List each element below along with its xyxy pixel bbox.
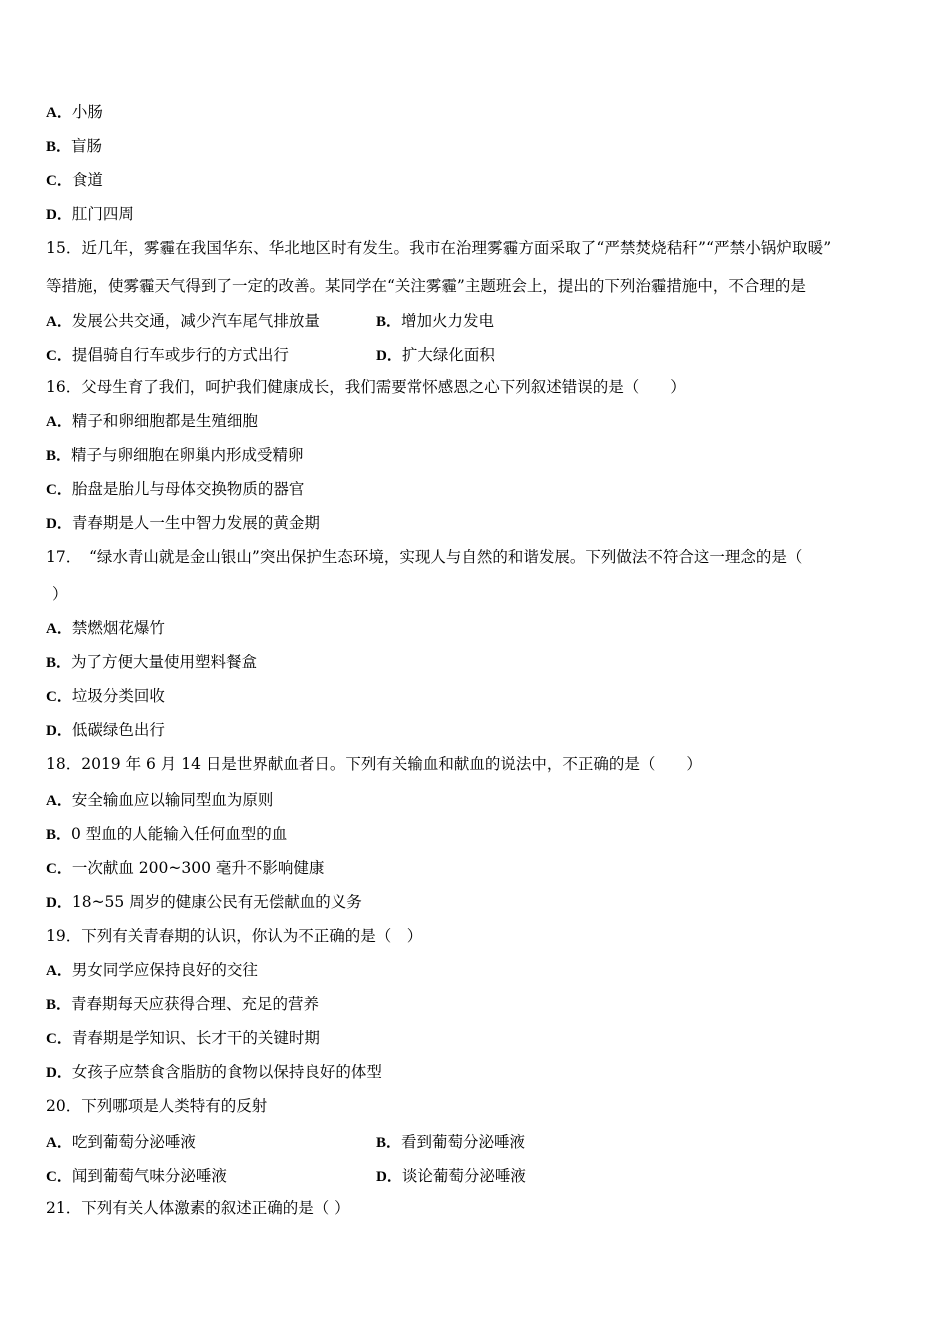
- q18-stem: 18．2019 年 6 月 14 日是世界献血者日。下列有关输血和献血的说法中，不正确的是（ ）: [46, 755, 702, 773]
- q19-stem: 19．下列有关青春期的认识，你认为不正确的是（ ）: [46, 927, 423, 945]
- q15-options-row2: [46, 343, 908, 363]
- q19-option-d: D．女孩子应禁食含脂肪的食物以保持良好的体型: [46, 1063, 382, 1081]
- q15-option-d: D．扩大绿化面积: [376, 346, 495, 364]
- q20-option-a: A．吃到葡萄分泌唾液: [46, 1133, 196, 1151]
- q16-option-c: C．胎盘是胎儿与母体交换物质的器官: [46, 480, 305, 498]
- q19-option-a: A．男女同学应保持良好的交往: [46, 961, 258, 979]
- q21-stem: 21．下列有关人体激素的叙述正确的是（ ）: [46, 1199, 350, 1217]
- q17-option-c: C．垃圾分类回收: [46, 687, 165, 705]
- q19-option-b: B．青春期每天应获得合理、充足的营养: [46, 995, 320, 1013]
- q15-option-b: B．增加火力发电: [376, 312, 495, 330]
- q20-option-d: D．谈论葡萄分泌唾液: [376, 1167, 526, 1185]
- q16-option-a: A．精子和卵细胞都是生殖细胞: [46, 412, 258, 430]
- q15-option-a: A．发展公共交通，减少汽车尾气排放量: [46, 312, 320, 330]
- q20-option-b: B．看到葡萄分泌唾液: [376, 1133, 526, 1151]
- q18-option-d: D．18~55 周岁的健康公民有无偿献血的义务: [46, 893, 362, 911]
- q20-stem: 20．下列哪项是人类特有的反射: [46, 1097, 268, 1115]
- q18-option-a: A．安全输血应以输同型血为原则: [46, 791, 274, 809]
- q14-option-a: A．小肠: [46, 103, 103, 121]
- q15-stem-line1: 15．近几年，雾霾在我国华东、华北地区时有发生。我市在治理雾霾方面采取了“严禁焚烧秸秆”“严禁小锅炉取暖”: [46, 239, 832, 257]
- q18-option-c: C．一次献血 200~300 毫升不影响健康: [46, 859, 325, 877]
- q14-option-c: C．食道: [46, 171, 103, 189]
- q16-option-d: D．青春期是人一生中智力发展的黄金期: [46, 514, 320, 532]
- q20-options-row1: [46, 1130, 908, 1150]
- q19-option-c: C．青春期是学知识、长才干的关键时期: [46, 1029, 320, 1047]
- q17-option-b: B．为了方便大量使用塑料餐盒: [46, 653, 258, 671]
- q15-options-row1: [46, 309, 908, 329]
- q15-stem-line2: 等措施，使雾霾天气得到了一定的改善。某同学在“关注雾霾”主题班会上，提出的下列治霾措施中，不合理的是: [46, 277, 806, 295]
- q16-stem: 16．父母生育了我们，呵护我们健康成长，我们需要常怀感恩之心下列叙述错误的是（ ）: [46, 378, 686, 396]
- q17-stem-line2: ）: [52, 585, 68, 603]
- q17-stem-line1: 17． “绿水青山就是金山银山”突出保护生态环境，实现人与自然的和谐发展。下列做法不符合这一理念的是（: [46, 548, 803, 566]
- q20-options-row2: [46, 1164, 908, 1184]
- q15-option-c: C．提倡骑自行车或步行的方式出行: [46, 346, 289, 364]
- q18-option-b: B．0 型血的人能输入任何血型的血: [46, 825, 288, 843]
- q17-option-a: A．禁燃烟花爆竹: [46, 619, 165, 637]
- q14-option-b: B．盲肠: [46, 137, 103, 155]
- q20-option-c: C．闻到葡萄气味分泌唾液: [46, 1167, 227, 1185]
- q16-option-b: B．精子与卵细胞在卵巢内形成受精卵: [46, 446, 304, 464]
- q17-option-d: D．低碳绿色出行: [46, 721, 165, 739]
- q14-option-d: D．肛门四周: [46, 205, 134, 223]
